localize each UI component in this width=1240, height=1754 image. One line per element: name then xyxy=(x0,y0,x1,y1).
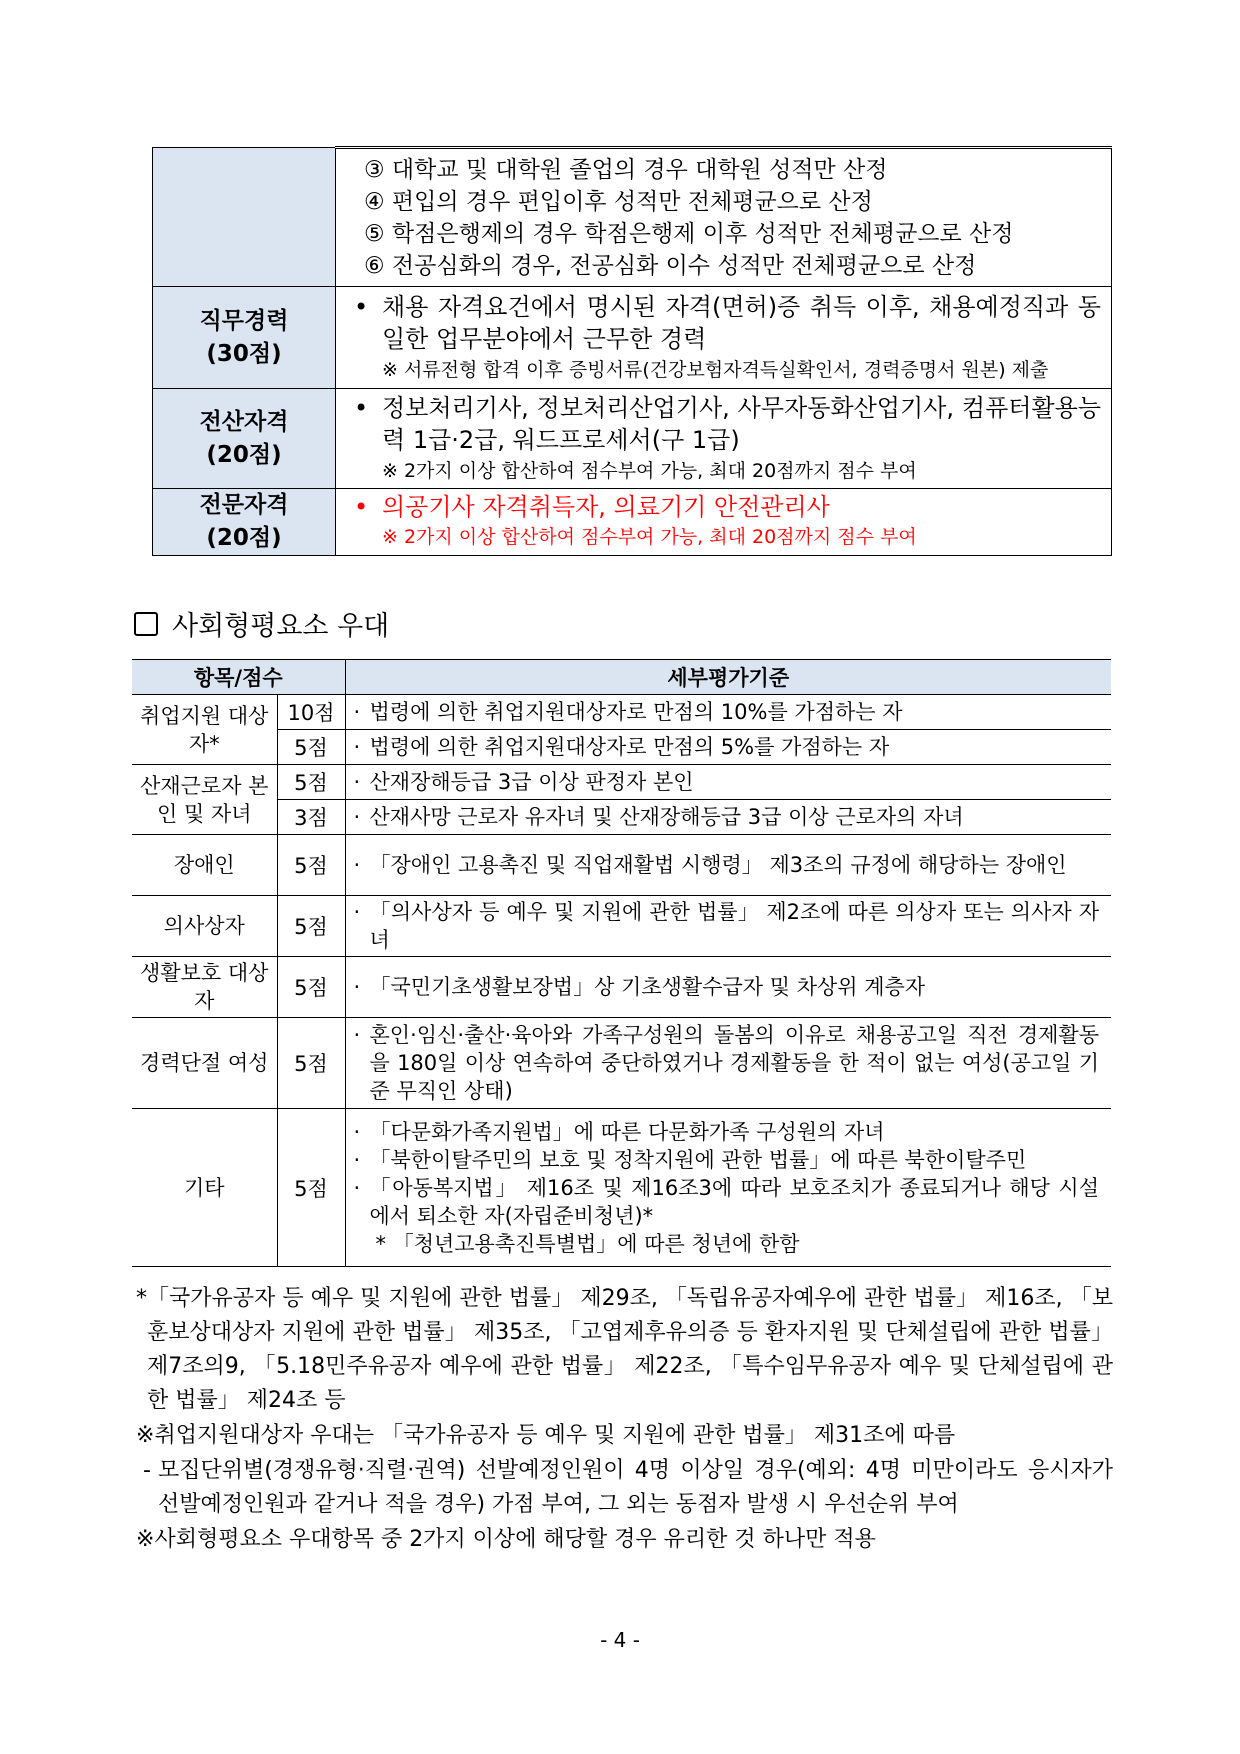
content-cell xyxy=(336,389,1112,489)
row-label: 전산자격 xyxy=(199,408,289,435)
table-header-row xyxy=(132,660,1111,695)
row-points: (20점) xyxy=(206,441,282,468)
column-header: 세부평가기준 xyxy=(345,660,1111,695)
social-equity-table xyxy=(132,659,1111,1267)
criteria-cell: · 「의사상자 등 예우 및 지원에 관한 법률」 제2조에 따른 의상자 또는 의사자 자녀 xyxy=(345,896,1111,957)
table-row xyxy=(132,730,1111,765)
points-cell: 3점 xyxy=(277,800,345,835)
table-row xyxy=(132,896,1111,957)
table-row xyxy=(153,148,1112,287)
grade-rule-item: ⑥ 전공심화의 경우, 전공심화 이수 성적만 전체평균으로 산정 xyxy=(364,252,977,279)
table-row xyxy=(132,800,1111,835)
category-cell: 취업지원 대상자* xyxy=(132,695,277,765)
bullet-icon: • xyxy=(354,292,369,321)
middle-dot-icon: · xyxy=(353,1023,361,1047)
footnote: - 모집단위별(경쟁유형·직렬·권역) 선발예정인원이 4명 이상일 경우(예외: 4명 미만이라도 응시자가 선발예정인원과 같거나 적을 경우) 가점 부여, 그 외는 동점자 발생 시 우선순위 부여 xyxy=(136,1458,1113,1517)
column-header: 항목/점수 xyxy=(132,660,345,695)
footnote: * 「국가유공자 등 예우 및 지원에 관한 법률」 제29조, 「독립유공자예우에 관한 법률」 제16조, 「보훈보상대상자 지원에 관한 법률」 제35조, 「고엽제후유의증 등 환자지원 및 단체설립에 관한 법률」 제7조의9, 「5.18민주유공자 예우에 관한 법률」 제22조, 「특수임무유공자 예우 및 단체설립에 관한 법률」 제24조 등 xyxy=(136,1286,1113,1413)
table-row xyxy=(132,957,1111,1018)
category-cell: 기타 xyxy=(132,1109,277,1267)
category-cell: 경력단절 여성 xyxy=(132,1018,277,1109)
criteria-cell: · 「다문화가족지원법」에 따른 다문화가족 구성원의 자녀 · 「북한이탈주민의 보호 및 정착지원에 관한 법률」에 따른 북한이탈주민 · 「아동복지법」 제16조 및 제16조3에 따라 보호조치가 종료되거나 해당 시설에서 퇴소한 자(자립준비청년)* * 「청년고용촉진특별법」에 따른 청년에 한함 xyxy=(345,1109,1111,1267)
grade-rule-item: ④ 편입의 경우 편입이후 성적만 전체평균으로 산정 xyxy=(364,188,873,215)
criteria-cell: · 「국민기초생활보장법」상 기초생활수급자 및 차상위 계층자 xyxy=(345,957,1111,1018)
criteria-cell: · 법령에 의한 취업지원대상자로 만점의 5%를 가점하는 자 xyxy=(345,730,1111,765)
row-points: (20점) xyxy=(206,525,282,551)
middle-dot-icon: · xyxy=(353,1175,361,1200)
row-label: 직무경력 xyxy=(199,307,289,334)
table-row xyxy=(132,695,1111,730)
page-number: - 4 - xyxy=(600,1628,640,1652)
content-cell xyxy=(336,287,1112,389)
table-row xyxy=(132,1109,1111,1267)
bullet-item: • 의공기사 자격취득자, 의료기기 안전관리사 xyxy=(354,493,830,521)
middle-dot-icon: · xyxy=(353,975,361,999)
grade-rule-item: ⑤ 학점은행제의 경우 학점은행제 이후 성적만 전체평균으로 산정 xyxy=(364,220,1014,247)
table-row xyxy=(153,287,1112,389)
row-label: 전문자격 xyxy=(199,492,289,518)
table-row xyxy=(132,765,1111,800)
category-cell: 장애인 xyxy=(132,835,277,896)
grade-rules-cell xyxy=(336,148,1112,287)
middle-dot-icon: · xyxy=(353,805,361,829)
points-cell: 5점 xyxy=(277,957,345,1018)
label-cell xyxy=(153,389,336,489)
bullet-icon: • xyxy=(354,493,369,521)
middle-dot-icon: · xyxy=(353,700,361,724)
bullet-item: • 정보처리기사, 정보처리산업기사, 사무자동화산업기사, 컴퓨터활용능력 1급·2급, 워드프로세서(구 1급) xyxy=(354,393,1101,454)
middle-dot-icon: · xyxy=(353,900,361,924)
checkbox-square-icon xyxy=(134,612,158,636)
points-cell: 5점 xyxy=(277,896,345,957)
criteria-cell: · 혼인·임신·출산·육아와 가족구성원의 돌봄의 이유로 채용공고일 직전 경제활동을 180일 이상 연속하여 중단하였거나 경제활동을 한 적이 없는 여성(공고일 기준 무직인 상태) xyxy=(345,1018,1111,1109)
label-cell xyxy=(153,489,336,556)
label-cell-empty xyxy=(153,148,336,287)
content-cell xyxy=(336,489,1112,556)
bullet-icon: • xyxy=(354,393,369,422)
table-row xyxy=(132,1018,1111,1109)
criteria-cell: · 법령에 의한 취업지원대상자로 만점의 10%를 가점하는 자 xyxy=(345,695,1111,730)
note-text: ※ 2가지 이상 합산하여 점수부여 가능, 최대 20점까지 점수 부여 xyxy=(382,526,917,548)
note-text: ※ 서류전형 합격 이후 증빙서류(건강보험자격득실확인서, 경력증명서 원본) 제출 xyxy=(382,358,1049,381)
middle-dot-icon: · xyxy=(353,735,361,759)
middle-dot-icon: · xyxy=(353,770,361,794)
middle-dot-icon: · xyxy=(353,853,361,877)
row-points: (30점) xyxy=(206,340,282,367)
middle-dot-icon: · xyxy=(353,1147,361,1172)
section-heading xyxy=(134,604,389,643)
note-text: ※ 2가지 이상 합산하여 점수부여 가능, 최대 20점까지 점수 부여 xyxy=(382,459,917,482)
category-cell: 생활보호 대상자 xyxy=(132,957,277,1018)
points-cell: 5점 xyxy=(277,765,345,800)
middle-dot-icon: · xyxy=(353,1119,361,1144)
footnote: ※ 취업지원대상자 우대는 「국가유공자 등 예우 및 지원에 관한 법률」 제31조에 따름 xyxy=(136,1423,956,1448)
points-cell: 5점 xyxy=(277,1109,345,1267)
criteria-cell: · 산재장해등급 3급 이상 판정자 본인 xyxy=(345,765,1111,800)
criteria-cell: · 산재사망 근로자 유자녀 및 산재장해등급 3급 이상 근로자의 자녀 xyxy=(345,800,1111,835)
footnotes xyxy=(136,1282,1113,1557)
table-row xyxy=(153,389,1112,489)
evaluation-criteria-table xyxy=(152,146,1112,556)
criteria-cell: · 「장애인 고용촉진 및 직업재활법 시행령」 제3조의 규정에 해당하는 장애인 xyxy=(345,835,1111,896)
points-cell: 10점 xyxy=(277,695,345,730)
footnote: ※ 사회형평요소 우대항목 중 2가지 이상에 해당할 경우 유리한 것 하나만 적용 xyxy=(136,1527,876,1552)
bullet-item: • 채용 자격요건에서 명시된 자격(면허)증 취득 이후, 채용예정직과 동일한 업무분야에서 근무한 경력 xyxy=(354,292,1101,353)
table-row xyxy=(132,835,1111,896)
sub-note: * 「청년고용촉진특별법」에 따른 청년에 한함 xyxy=(375,1231,800,1256)
label-cell xyxy=(153,287,336,389)
grade-rule-item: ③ 대학교 및 대학원 졸업의 경우 대학원 성적만 산정 xyxy=(364,156,888,183)
points-cell: 5점 xyxy=(277,1018,345,1109)
points-cell: 5점 xyxy=(277,730,345,765)
table-row xyxy=(153,489,1112,556)
category-cell: 의사상자 xyxy=(132,896,277,957)
section-title: 사회형평요소 우대 xyxy=(172,611,390,642)
category-cell: 산재근로자 본인 및 자녀 xyxy=(132,765,277,835)
points-cell: 5점 xyxy=(277,835,345,896)
